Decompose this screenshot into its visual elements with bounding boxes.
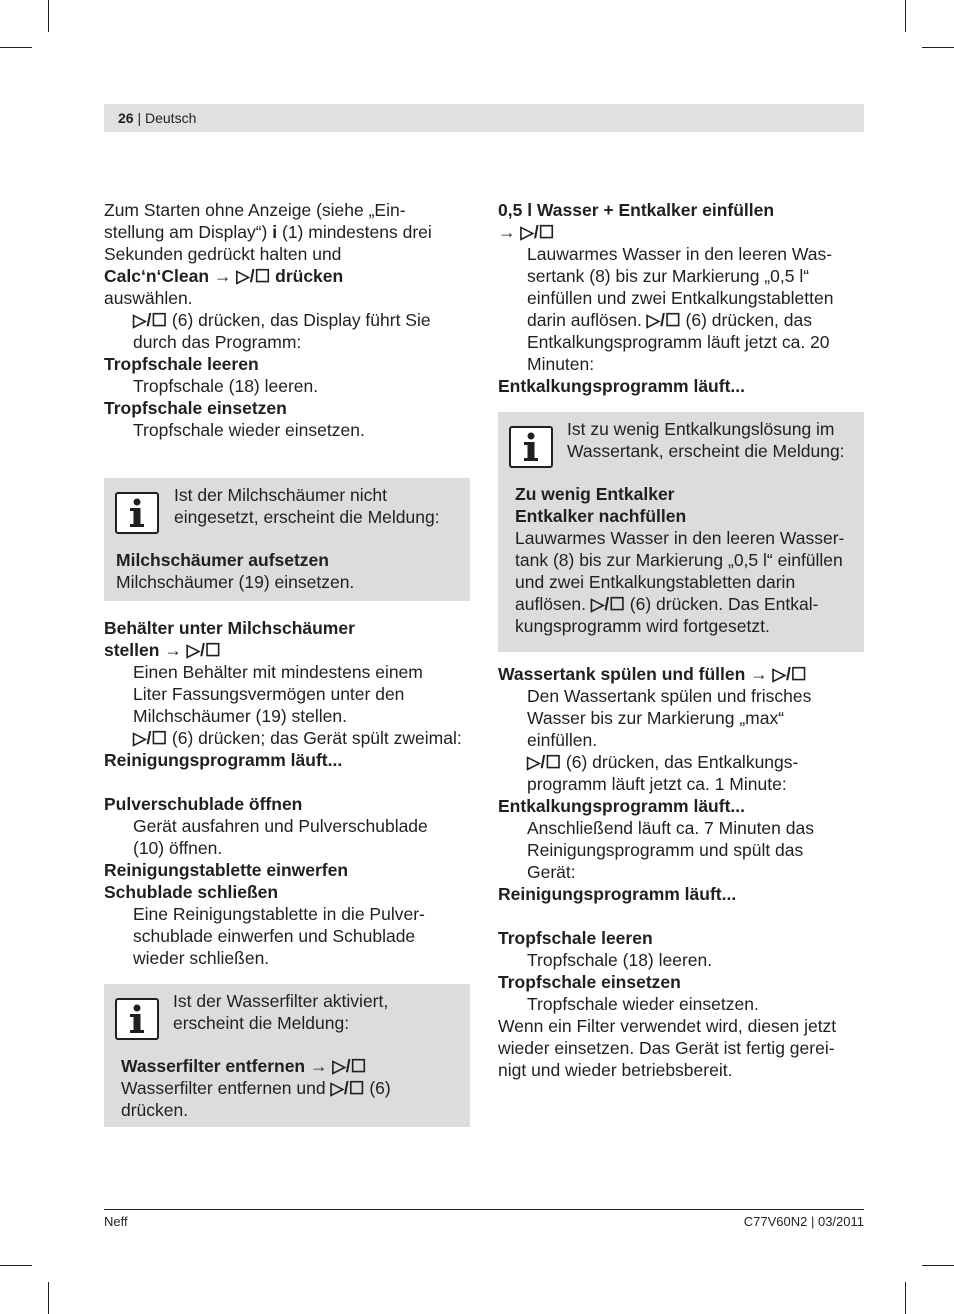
instruction-text: Tropfschale wieder einsetzen. [527,994,759,1014]
instruction-text: programm läuft jetzt ca. 1 Minute: [527,774,787,794]
display-message: Entkalkungsprogramm läuft... [498,796,745,816]
crop-mark [48,1282,49,1314]
right-column [498,199,868,1081]
instruction-text: Tropfschale (18) leeren. [133,376,319,396]
instruction-text: durch das Programm: [133,332,302,352]
instruction-text: Entkalkungsprogramm läuft jetzt ca. 20 [527,332,830,352]
display-message: Entkalkungsprogramm läuft... [498,376,745,396]
info-text: Ist zu wenig Entkalkungslösung im [567,419,835,439]
info-text [515,593,860,615]
display-message: Tropfschale leeren [104,354,259,374]
header-separator: | [133,110,145,126]
info-text: (6) drücken. Das Entkal- [624,594,819,614]
intro-text: stellung am Display“) [104,222,273,242]
instruction-text: einfüllen. [527,730,598,750]
instruction-text: Milchschäumer (19) stellen. [133,706,347,726]
display-message: Zu wenig Entkalker [515,484,675,504]
display-message: Reinigungstablette einwerfen [104,860,349,880]
start-stop-symbol: ▷/☐ [527,752,562,772]
closing-text: Wenn ein Filter verwendet wird, diesen jetzt [498,1016,837,1036]
info-box-milk-frother [104,478,470,601]
page-header [104,104,864,132]
info-icon [115,998,159,1040]
display-message: Entkalker nachfüllen [515,506,687,526]
info-text: drücken. [121,1100,189,1120]
display-message: Milchschäumer aufsetzen [116,550,329,570]
instruction-text: sertank (8) bis zur Markierung „0,5 l“ [527,266,810,286]
info-text: erscheint die Meldung: [173,1013,350,1033]
calc-n-clean-text: auswählen. [104,288,193,308]
crop-mark [922,1265,954,1266]
page-number: 26 [118,110,134,126]
instruction-text: (6) drücken, das Display führt Sie [167,310,431,330]
crop-mark [905,0,906,32]
intro-text: (1) mindestens drei [277,222,432,242]
instruction-text: (6) drücken, das [680,310,812,330]
start-instruction [104,309,474,331]
info-text: Ist der Milchschäumer nicht [174,485,387,505]
instruction-text: Den Wassertank spülen und frisches [527,686,812,706]
instruction-text: (6) drücken, das Entkalkungs- [561,752,799,772]
info-icon [509,426,553,468]
info-text: tank (8) bis zur Markierung „0,5 l“ einfüllen [515,550,843,570]
instruction-text: Eine Reinigungstablette in die Pulver- [133,904,425,924]
instruction-text: Gerät ausfahren und Pulverschublade [133,816,428,836]
instruction-text: Einen Behälter mit mindestens einem [133,662,423,682]
info-text: Ist der Wasserfilter aktiviert, [173,991,389,1011]
instruction-text: Tropfschale (18) leeren. [527,950,713,970]
instruction-text: Wasser bis zur Markierung „max“ [527,708,785,728]
display-message: Tropfschale einsetzen [104,398,287,418]
start-stop-symbol: ▷/☐ [133,310,168,330]
instruction-text: wieder schließen. [133,948,270,968]
instruction-text: (10) öffnen. [133,838,223,858]
footer-rule [104,1209,864,1210]
info-text: auflösen. [515,594,591,614]
display-message: → ▷/☐ [498,222,555,242]
display-message: Behälter unter Milchschäumer [104,618,355,638]
instruction-text: (6) drücken; das Gerät spült zweimal: [167,728,462,748]
instruction-text [498,309,868,331]
start-stop-symbol: ▷/☐ [590,594,625,614]
left-column [104,199,474,1127]
display-message: Tropfschale leeren [498,928,653,948]
crop-mark [905,1282,906,1314]
info-icon [115,492,159,534]
info-box-descaler [498,412,864,652]
display-message: Wassertank spülen und füllen → ▷/☐ [498,664,807,684]
closing-text: wieder einsetzen. Das Gerät ist fertig gerei- [498,1038,835,1058]
display-message: Tropfschale einsetzen [498,972,681,992]
info-text: Wassertank, erscheint die Meldung: [567,441,845,461]
display-message: Schublade schließen [104,882,279,902]
instruction-text: Reinigungsprogramm und spült das [527,840,804,860]
info-text: kungsprogramm wird fortgesetzt. [515,616,770,636]
instruction-text: Gerät: [527,862,576,882]
crop-mark [0,47,32,48]
header-language: Deutsch [145,110,197,126]
info-key-symbol: i [272,222,278,242]
start-stop-symbol: ▷/☐ [133,728,168,748]
info-text: und zwei Entkalkungstabletten darin [515,572,796,592]
info-text: eingesetzt, erscheint die Meldung: [174,507,440,527]
instruction-text: Lauwarmes Wasser in den leeren Was- [527,244,833,264]
closing-text: nigt und wieder betriebsbereit. [498,1060,733,1080]
display-message: Reinigungsprogramm läuft... [104,750,343,770]
footer-model-date: C77V60N2 | 03/2011 [743,1214,864,1229]
crop-mark [0,1265,32,1266]
info-text: Wasserfilter entfernen und [121,1078,331,1098]
intro-line: Zum Starten ohne Anzeige (siehe „Ein- [104,200,406,220]
instruction-text: darin auflösen. [527,310,647,330]
start-stop-symbol: ▷/☐ [646,310,681,330]
instruction-text [498,751,868,773]
info-box-water-filter [104,984,470,1127]
info-text: Lauwarmes Wasser in den leeren Wasser- [515,528,845,548]
crop-mark [922,47,954,48]
info-text: Milchschäumer (19) einsetzen. [116,572,355,592]
display-message: 0,5 l Wasser + Entkalker einfüllen [498,200,775,220]
instruction-text: schublade einwerfen und Schublade [133,926,416,946]
footer-brand: Neff [104,1214,128,1229]
display-message: Reinigungsprogramm läuft... [498,884,737,904]
instruction-text: Liter Fassungsvermögen unter den [133,684,405,704]
instruction-text: Anschließend läuft ca. 7 Minuten das [527,818,814,838]
instruction-text [104,727,474,749]
instruction-text: einfüllen und zwei Entkalkungstabletten [527,288,834,308]
info-text [121,1077,466,1099]
instruction-text: Tropfschale wieder einsetzen. [133,420,365,440]
instruction-text: Minuten: [527,354,595,374]
intro-line [104,221,474,243]
calc-n-clean-heading: Calc‘n‘Clean → ▷/☐ drücken [104,266,344,286]
intro-line: Sekunden gedrückt halten und [104,244,342,264]
display-message: Pulverschublade öffnen [104,794,303,814]
start-stop-symbol: ▷/☐ [330,1078,365,1098]
crop-mark [48,0,49,32]
display-message: Wasserfilter entfernen → ▷/☐ [121,1056,367,1076]
info-text: (6) [364,1078,391,1098]
display-message: stellen → ▷/☐ [104,640,221,660]
